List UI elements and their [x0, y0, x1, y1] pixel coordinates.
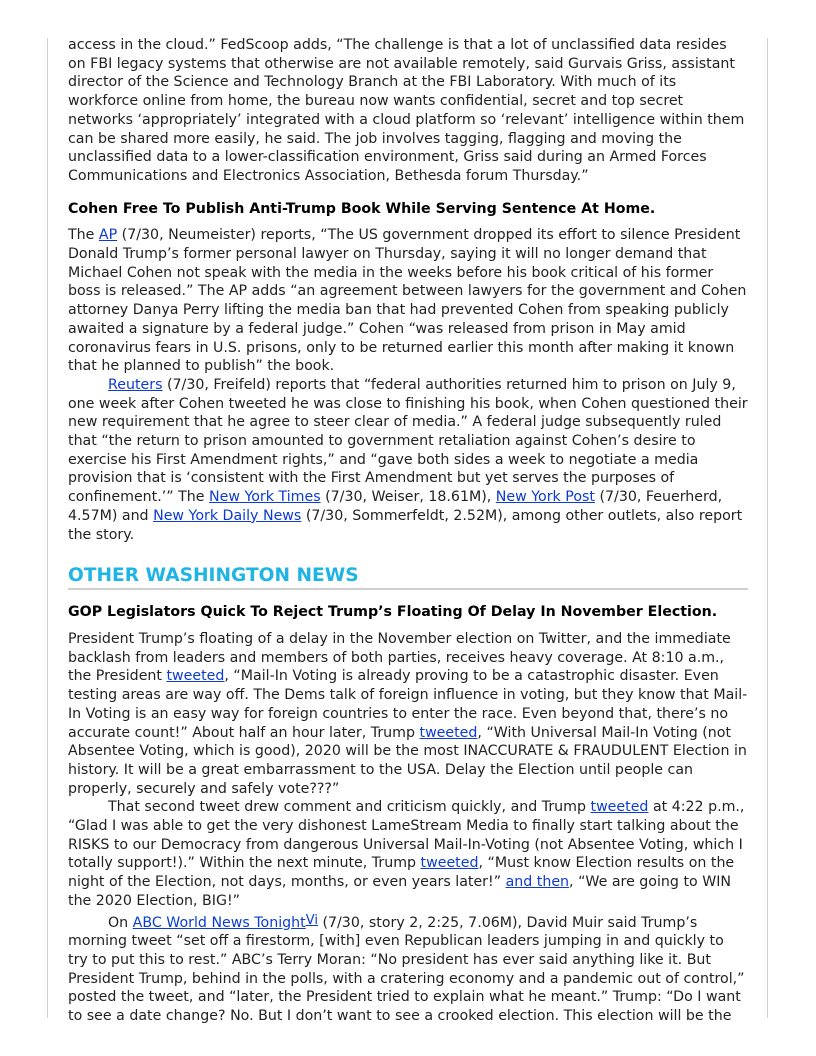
tweet-link-4[interactable]: tweeted — [420, 855, 479, 872]
article-fbi-cloud-paragraph: access in the cloud.” FedScoop adds, “The challenge is that a lot of unclassified data resides on FBI legacy systems that otherwise are not available remotely, said Gurvais Griss, assistant director of the Science and Technology Branch at the FBI Laboratory. With much of its workforce online from home, the bureau now wants confidential, secret and top secret networks ‘appropriately’ integrated with a cloud platform so ‘relevant’ intelligence within them can be shared more easily, he said. The job involves tagging, flagging and moving the unclassified data to a lower-classification environment, Griss said during an Armed Forces Communications and Electronics Association, Bethesda forum Thursday.” — [68, 37, 745, 184]
article-cohen-paragraph-2: Reuters (7/30, Freifeld) reports that “federal authorities returned him to prison on July 9, one week after Cohen tweeted he was close to finishing his book, when Cohen questioned their new requirement that he agree to steer clear of media.” A federal judge subsequently ruled that “the return to prison amounted to government retaliation against Cohen’s desire to exercise his First Amendment rights,” and “gave both sides a week to negotiate a media provision that is ‘consistent with the First Amendment but yet serves the purposes of confinement.’” The New York Times (7/30, Weiser, 18.61M), New York Post (7/30, Feuerherd, 4.57M) and New York Daily News (7/30, Sommerfeldt, 2.52M), among other outlets, also report the story. — [68, 376, 748, 543]
article-gop-paragraph-2: That second tweet drew comment and criticism quickly, and Trump tweeted at 4:22 p.m., “Glad I was able to get the very dishonest LameStream Media to finally start talking about the RISKS to our Democracy from dangerous Universal Mail-In-Voting (not Absentee Voting, which I totally support!).” Within the next minute, Trump tweeted, “Must know Election results on the night of the Election, not days, months, or even years later!” and then, “We are going to WIN the 2020 Election, BIG!” — [68, 799, 745, 909]
left-margin-rule — [47, 38, 48, 1018]
article-gop-paragraph-1: President Trump’s floating of a delay in the November election on Twitter, and the immediate backlash from leaders and members of both parties, receives heavy coverage. At 8:10 a.m., the President tweeted, “Mail-In Voting is already proving to be a catastrophic disaster. Even testing areas are way off. The Dems talk of foreign influence in voting, but they know that Mail-In Voting is an easy way for foreign countries to enter the race. Even beyond that, there’s no accurate count!” About half an hour later, Trump tweeted, “With Universal Mail-In Voting (not Absentee Voting, which is good), 2020 will be the most INACCURATE & FRAUDULENT Election in history. It will be a great embarrassment to the USA. Delay the Election until people can properly, securely and safely vote???” — [68, 630, 748, 797]
section-heading-other-washington-news: OTHER WASHINGTON NEWS — [68, 565, 748, 590]
tweet-link-3[interactable]: tweeted — [590, 799, 649, 816]
and-then-link[interactable]: and then — [505, 874, 570, 891]
right-margin-rule — [767, 38, 768, 1018]
tweet-link-2[interactable]: tweeted — [419, 724, 478, 741]
document-body — [68, 36, 748, 1026]
video-link[interactable]: Vi — [305, 912, 318, 928]
new-york-daily-news-link[interactable]: New York Daily News — [153, 507, 302, 524]
new-york-post-link[interactable]: New York Post — [495, 489, 595, 506]
article-gop-paragraph-3: On ABC World News Tonight$^{Vi}$ (7/30, story 2, 2:25, 7.06M), David Muir said Trump’s morning tweet “set off a firestorm, [with] even Republican leaders jumping in and quickly to try to put this to rest.” ABC’s Terry Moran: “No president has ever said anything like it. But President Trump, behind in the polls, with a cratering economy and a pandemic out of control,” posted the tweet, and “later, the President tried to explain what he meant.” Trump: “Do I want to see a date change? No. But I don’t want to see a crooked election. This election will be the — [68, 912, 745, 1025]
ap-link[interactable]: AP — [98, 227, 118, 244]
abc-world-news-tonight-link[interactable]: ABC World News Tonight — [132, 914, 306, 931]
article-cohen-paragraph-1: The AP (7/30, Neumeister) reports, “The US government dropped its effort to silence President Donald Trump’s former personal lawyer on Thursday, saying it will no longer demand that Michael Cohen not speak with the media in the weeks before his book critical of his former boss is released.” The AP adds “an agreement between lawyers for the government and Cohen attorney Danya Perry lifting the media ban that had prevented Cohen from speaking publicly awaited a signature by a federal judge.” Cohen “was released from prison in May amid coronavirus fears in U.S. prisons, only to be returned earlier this month after making it known that he planned to publish” the book. — [68, 227, 747, 375]
headline-gop-legislators: GOP Legislators Quick To Reject Trump’s Floating Of Delay In November Election. — [68, 604, 718, 621]
reuters-link[interactable]: Reuters — [108, 376, 163, 393]
tweet-link-1[interactable]: tweeted — [166, 668, 225, 685]
new-york-times-link[interactable]: New York Times — [209, 489, 321, 506]
headline-cohen: Cohen Free To Publish Anti-Trump Book While Serving Sentence At Home. — [68, 200, 656, 217]
